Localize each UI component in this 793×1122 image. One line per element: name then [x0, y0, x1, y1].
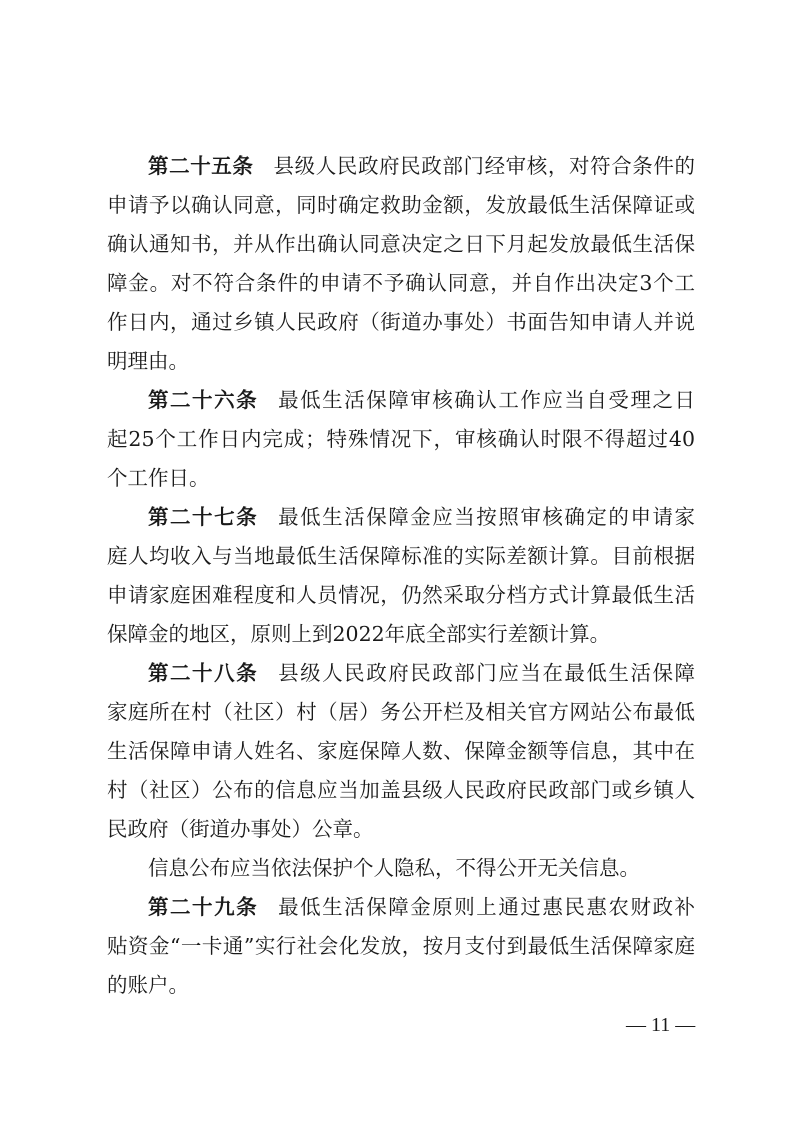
line-text: 障金。对不符合条件的申请不予确认同意，并自作出决定3个工	[107, 271, 695, 295]
text-line	[107, 459, 695, 498]
line-text: 明理由。	[107, 349, 189, 373]
line-text: 个工作日。	[107, 466, 210, 490]
line-text: 确认通知书，并从作出确认同意决定之日下月起发放最低生活保	[107, 232, 695, 256]
text-line	[107, 147, 695, 186]
text-line	[107, 264, 695, 303]
line-text: 起25个工作日内完成；特殊情况下，审核确认时限不得超过40	[107, 427, 695, 451]
text-line	[107, 693, 695, 732]
article-number: 第二十八条	[148, 661, 259, 685]
line-text: 最低生活保障金应当按照审核确定的申请家	[278, 505, 695, 529]
text-line	[107, 615, 695, 654]
line-text: 申请予以确认同意，同时确定救助金额，发放最低生活保障证或	[107, 193, 695, 217]
text-line	[107, 888, 695, 927]
article-paragraph	[107, 147, 695, 381]
line-text: 村（社区）公布的信息应当加盖县级人民政府民政部门或乡镇人	[107, 778, 695, 802]
line-text: 保障金的地区，原则上到2022年底全部实行差额计算。	[107, 622, 611, 646]
page-number: — 11 —	[626, 1014, 696, 1036]
text-line	[107, 732, 695, 771]
text-line	[107, 810, 695, 849]
line-text: 作日内，通过乡镇人民政府（街道办事处）书面告知申请人并说	[107, 310, 695, 334]
line-text: 家庭所在村（社区）村（居）务公开栏及相关官方网站公布最低	[107, 700, 695, 724]
text-line	[107, 771, 695, 810]
line-text: 生活保障申请人姓名、家庭保障人数、保障金额等信息，其中在	[107, 739, 695, 763]
article-paragraph	[107, 888, 695, 1005]
text-line	[107, 342, 695, 381]
text-line	[107, 927, 695, 966]
document-body	[107, 147, 695, 1005]
line-text: 县级人民政府民政部门应当在最低生活保障	[278, 661, 695, 685]
article-number: 第二十七条	[148, 505, 259, 529]
article-number: 第二十五条	[148, 154, 254, 178]
paragraph	[107, 849, 695, 888]
line-text: 信息公布应当依法保护个人隐私，不得公开无关信息。	[148, 856, 640, 880]
article-number: 第二十九条	[148, 895, 259, 919]
text-line	[107, 225, 695, 264]
line-text: 最低生活保障金原则上通过惠民惠农财政补	[278, 895, 695, 919]
text-line	[107, 966, 695, 1005]
line-text: 申请家庭困难程度和人员情况，仍然采取分档方式计算最低生活	[107, 583, 695, 607]
text-line	[107, 420, 695, 459]
line-text: 贴资金“一卡通”实行社会化发放，按月支付到最低生活保障家庭	[107, 934, 695, 958]
text-line	[107, 186, 695, 225]
text-line	[107, 498, 695, 537]
text-line	[107, 654, 695, 693]
article-paragraph	[107, 381, 695, 498]
article-number: 第二十六条	[148, 388, 259, 412]
line-text: 的账户。	[107, 973, 189, 997]
text-line	[107, 576, 695, 615]
text-line	[107, 381, 695, 420]
line-text: 民政府（街道办事处）公章。	[107, 817, 374, 841]
text-line	[107, 303, 695, 342]
line-text: 县级人民政府民政部门经审核，对符合条件的	[273, 154, 696, 178]
line-text: 最低生活保障审核确认工作应当自受理之日	[278, 388, 695, 412]
article-paragraph	[107, 498, 695, 654]
article-paragraph	[107, 654, 695, 849]
line-text: 庭人均收入与当地最低生活保障标准的实际差额计算。目前根据	[107, 544, 695, 568]
text-line	[107, 537, 695, 576]
text-line	[107, 849, 695, 888]
